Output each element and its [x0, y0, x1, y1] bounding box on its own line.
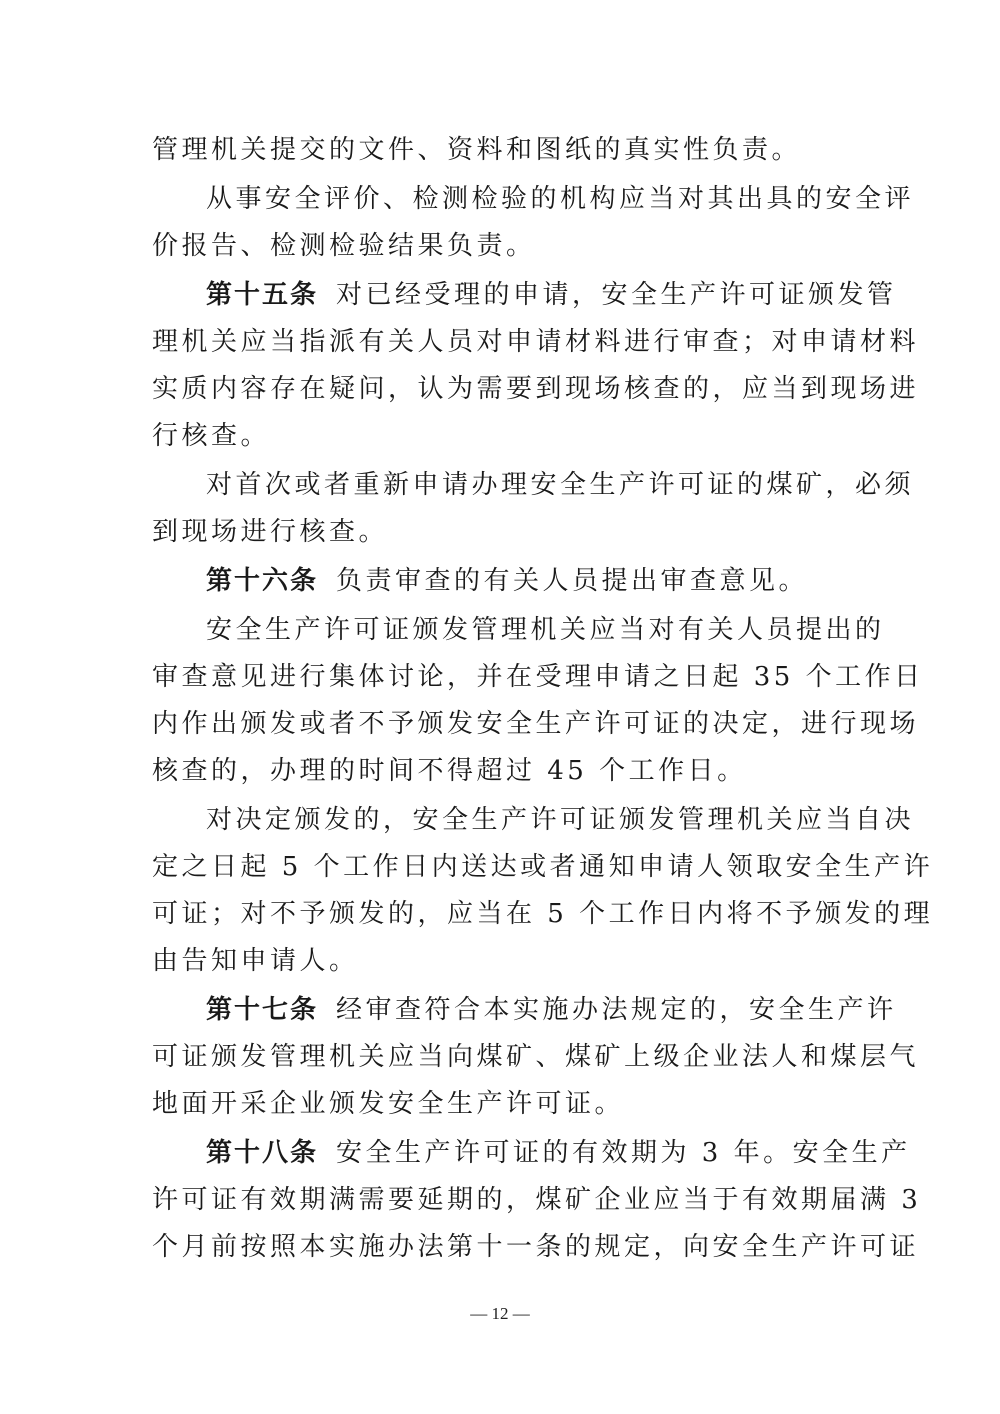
- text-line: 经审查符合本实施办法规定的，安全生产许: [336, 995, 897, 1025]
- paragraph: [152, 127, 852, 174]
- text-line: 负责审查的有关人员提出审查意见。: [336, 566, 809, 596]
- text-line: 安全生产许可证的有效期为 3 年。安全生产: [336, 1138, 911, 1168]
- text-line: 从事安全评价、检测检验的机构应当对其出具的安全评: [206, 184, 915, 214]
- text-line: 到现场进行核查。: [152, 517, 389, 547]
- page-number: — 12 —: [470, 1304, 530, 1323]
- text-line: 核查的，办理的时间不得超过 45 个工作日。: [152, 756, 747, 786]
- text-line: 许可证有效期满需要延期的，煤矿企业应当于有效期届满 3: [152, 1185, 922, 1215]
- text-line: 安全生产许可证颁发管理机关应当对有关人员提出的: [206, 615, 885, 645]
- text-line: 行核查。: [152, 421, 271, 451]
- paragraph: [152, 797, 934, 985]
- text-line: 定之日起 5 个工作日内送达或者通知申请人领取安全生产许: [152, 852, 934, 882]
- article-16: [152, 558, 852, 605]
- text-line: 管理机关提交的文件、资料和图纸的真实性负责。: [152, 135, 802, 165]
- text-line: 价报告、检测检验结果负责。: [152, 231, 536, 261]
- text-line: 内作出颁发或者不予颁发安全生产许可证的决定，进行现场: [152, 709, 920, 739]
- paragraph: [152, 176, 915, 270]
- article-17: [152, 987, 920, 1128]
- text-line: 审查意见进行集体讨论，并在受理申请之日起 35 个工作日: [152, 662, 924, 692]
- article-first-line: [152, 558, 852, 605]
- article-first-line: [152, 987, 897, 1034]
- text-line: 由告知申请人。: [152, 946, 359, 976]
- document-body: [152, 127, 934, 1271]
- article-first-line: [152, 272, 897, 319]
- article-18: [152, 1130, 922, 1271]
- text-line: 对已经受理的申请，安全生产许可证颁发管: [336, 280, 897, 310]
- article-heading: 第十六条: [206, 566, 319, 596]
- article-heading: 第十七条: [206, 995, 319, 1025]
- article-heading: 第十五条: [206, 280, 319, 310]
- text-line: 理机关应当指派有关人员对申请材料进行审查；对申请材料: [152, 327, 920, 357]
- text-line: 地面开采企业颁发安全生产许可证。: [152, 1089, 625, 1119]
- text-line: 对决定颁发的，安全生产许可证颁发管理机关应当自决: [206, 805, 915, 835]
- text-line: 对首次或者重新申请办理安全生产许可证的煤矿，必须: [206, 470, 915, 500]
- text-line: 实质内容存在疑问，认为需要到现场核查的，应当到现场进: [152, 374, 920, 404]
- paragraph: [152, 607, 924, 795]
- article-heading: 第十八条: [206, 1138, 319, 1168]
- article-15: [152, 272, 920, 460]
- text-line: 可证；对不予颁发的，应当在 5 个工作日内将不予颁发的理: [152, 899, 934, 929]
- text-line: 个月前按照本实施办法第十一条的规定，向安全生产许可证: [152, 1232, 920, 1262]
- text-line: 可证颁发管理机关应当向煤矿、煤矿上级企业法人和煤层气: [152, 1042, 920, 1072]
- article-first-line: [152, 1130, 911, 1177]
- paragraph: [152, 462, 915, 556]
